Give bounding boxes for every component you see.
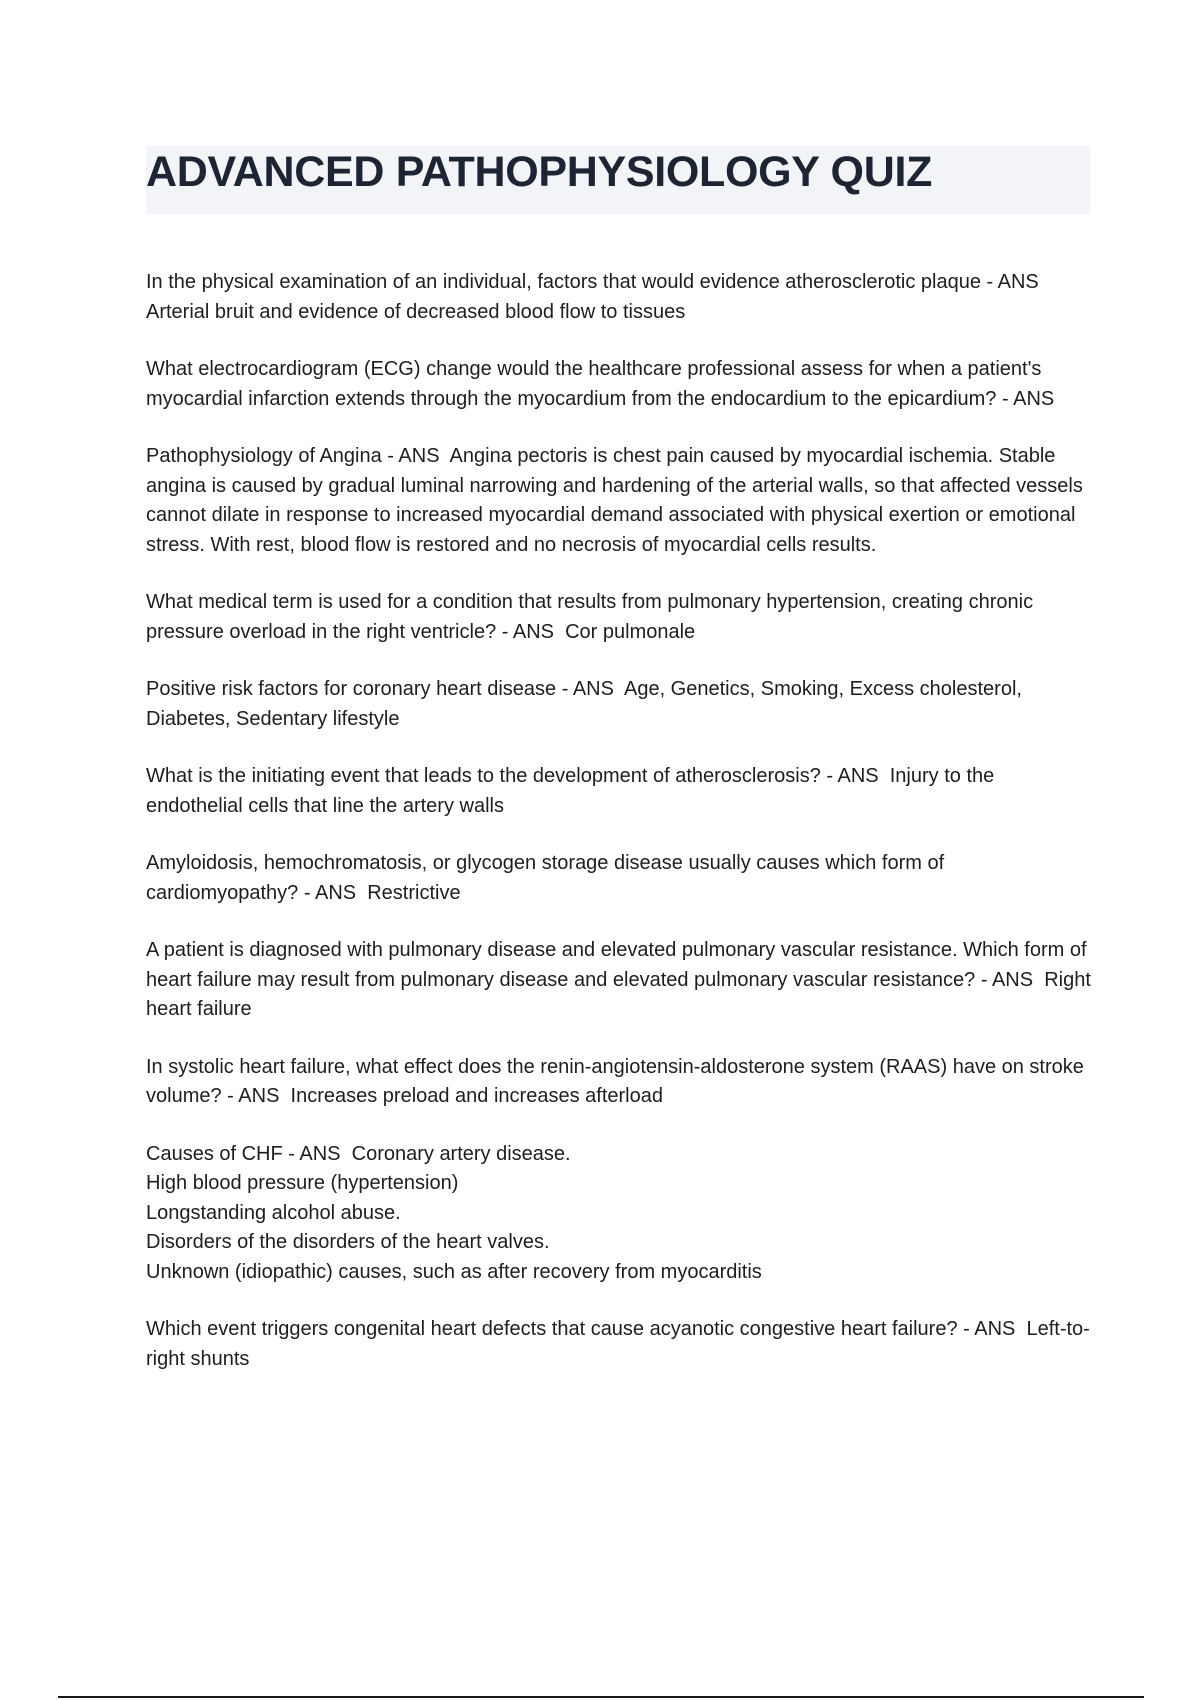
answer-text: Right heart failure <box>146 968 1097 1020</box>
ans-separator: - ANS <box>221 1085 291 1107</box>
ans-separator: - ANS <box>282 1142 352 1165</box>
answer-text: Increases preload and increases afterload <box>290 1085 663 1107</box>
qa-item <box>146 762 1096 821</box>
answer-text: Coronary artery disease. <box>351 1142 571 1165</box>
qa-list <box>146 268 1096 1402</box>
question-text: Causes of CHF <box>146 1142 283 1165</box>
qa-item <box>146 849 1096 908</box>
qa-item <box>146 355 1096 414</box>
question-text: Positive risk factors for coronary heart disease <box>146 678 557 700</box>
qa-item <box>146 1140 1096 1288</box>
answer-text: Angina pectoris is chest pain caused by myocardial ischemia. Stable angina is caused by gradual luminal narrowing and hardening of the arterial walls, so that affected vessels cannot dilate in response to increased myocardial demand associated with physical exertion or emotional stress. With rest, blood flow is restored and no necrosis of myocardial cells results. <box>146 445 1089 556</box>
qa-item <box>146 1053 1096 1112</box>
qa-item <box>146 1315 1096 1374</box>
question-text: In systolic heart failure, what effect does the renin-angiotensin-aldosterone system (RAAS) have on stroke volume? <box>146 1055 1090 1107</box>
qa-item <box>146 442 1096 560</box>
ans-separator: - ANS <box>975 968 1045 991</box>
answer-text: Age, Genetics, Smoking, Excess cholesterol, Diabetes, Sedentary lifestyle <box>146 678 1028 730</box>
question-text: In the physical examination of an individual, factors that would evidence atherosclerotic plaque <box>146 271 981 293</box>
qa-item <box>146 268 1096 327</box>
ans-separator: - ANS <box>556 678 624 700</box>
answer-text: Injury to the endothelial cells that line the artery walls <box>146 765 1000 817</box>
ans-separator: - ANS <box>980 271 1049 293</box>
answer-text: Arterial bruit and evidence of decreased blood flow to tissues <box>146 300 686 323</box>
ans-separator: - ANS <box>298 881 368 904</box>
question-text: What electrocardiogram (ECG) change would the healthcare professional assess for when a patient's myocardial infarction extends through the myocardium from the endocardium to the epicardium? <box>146 358 1047 410</box>
answer-line: Unknown (idiopathic) causes, such as after recovery from myocarditis <box>146 1260 762 1283</box>
question-text: A patient is diagnosed with pulmonary disease and elevated pulmonary vascular resistance. Which form of heart failure may result from pulmonary disease and elevated pulmonary vascular resistance? <box>146 939 1093 991</box>
ans-separator: - ANS <box>820 765 890 787</box>
ans-separator: - ANS <box>996 387 1066 410</box>
question-text: Amyloidosis, hemochromatosis, or glycogen storage disease usually causes which form of cardiomyopathy? <box>146 852 950 904</box>
answer-line: Longstanding alcohol abuse. <box>146 1201 401 1224</box>
qa-item <box>146 675 1096 734</box>
question-text: Pathophysiology of Angina <box>146 445 382 467</box>
ans-separator: - ANS <box>381 445 450 467</box>
answer-text: Restrictive <box>367 881 461 904</box>
answer-text: Left-to-right shunts <box>146 1318 1090 1370</box>
answer-text: Cor pulmonale <box>565 620 696 643</box>
question-text: Which event triggers congenital heart defects that cause acyanotic congestive heart failure? <box>146 1318 958 1340</box>
footer-divider <box>58 1696 1144 1698</box>
question-text: What medical term is used for a condition that results from pulmonary hypertension, creating chronic pressure overload in the right ventricle? <box>146 591 1039 643</box>
ans-separator: - ANS <box>957 1318 1027 1340</box>
question-text: What is the initiating event that leads to the development of atherosclerosis? <box>146 765 821 787</box>
qa-item <box>146 588 1096 647</box>
answer-line: High blood pressure (hypertension) <box>146 1172 459 1194</box>
page-title: ADVANCED PATHOPHYSIOLOGY QUIZ <box>146 148 933 196</box>
answer-line: Disorders of the disorders of the heart valves. <box>146 1231 550 1253</box>
ans-separator: - ANS <box>496 620 566 643</box>
qa-item <box>146 936 1096 1025</box>
